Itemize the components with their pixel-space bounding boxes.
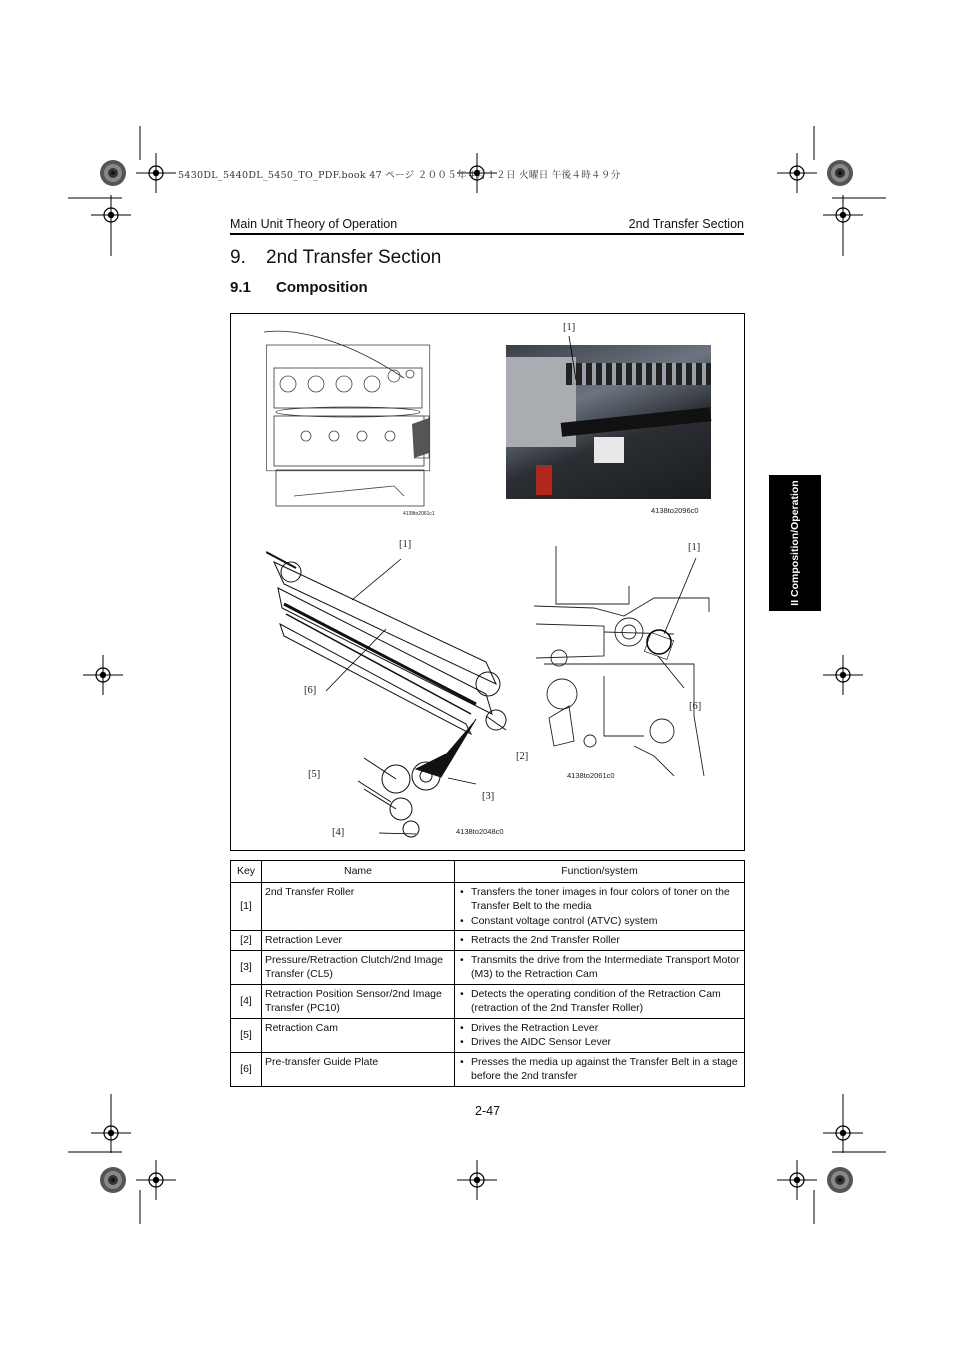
figure-code-section: 4138to2061c0	[567, 771, 615, 780]
function-item: • Drives the AIDC Sensor Lever	[458, 1035, 741, 1050]
figure-code-assembly: 4138to2048c0	[456, 827, 504, 836]
composition-figure	[230, 313, 745, 851]
table-row	[231, 882, 745, 931]
table-header-row	[231, 861, 745, 883]
running-header-left: Main Unit Theory of Operation	[230, 217, 398, 231]
section-title: 2nd Transfer Section	[266, 247, 442, 268]
column-header-name: Name	[262, 861, 455, 883]
row-key: [6]	[231, 1052, 262, 1086]
photo-callout-1: [1]	[563, 322, 576, 333]
column-header-function: Function/system	[455, 861, 745, 883]
callout-6: [6]	[304, 685, 317, 696]
function-item: • Presses the media up against the Transfer Belt in a stage before the 2nd transfer	[458, 1055, 741, 1084]
table-row	[231, 950, 745, 984]
function-item: • Transmits the drive from the Intermediate Transport Motor (M3) to the Retraction Cam	[458, 953, 741, 982]
table-row	[231, 1018, 745, 1052]
row-key: [3]	[231, 950, 262, 984]
table-row	[231, 984, 745, 1018]
cross-section-diagram	[534, 546, 719, 776]
subsection-heading	[230, 279, 368, 296]
component-table	[230, 860, 745, 1087]
running-header-right: 2nd Transfer Section	[628, 217, 744, 231]
row-functions	[455, 882, 745, 931]
function-item: • Retracts the 2nd Transfer Roller	[458, 933, 741, 948]
subsection-number: 9.1	[230, 279, 251, 296]
row-functions	[455, 984, 745, 1018]
callout-5: [5]	[308, 769, 321, 780]
row-name: Retraction Position Sensor/2nd Image Transfer (PC10)	[262, 984, 455, 1018]
figure-code-photo: 4138to2096c0	[651, 506, 699, 515]
section-heading	[230, 247, 441, 269]
roller-photo	[506, 345, 711, 499]
subsection-title: Composition	[276, 279, 368, 296]
function-item: • Drives the Retraction Lever	[458, 1021, 741, 1036]
callout-1: [1]	[399, 539, 412, 550]
row-name: Retraction Cam	[262, 1018, 455, 1052]
row-functions	[455, 931, 745, 951]
row-key: [4]	[231, 984, 262, 1018]
function-item: • Transfers the toner images in four colors of toner on the Transfer Belt to the media	[458, 885, 741, 914]
row-key: [1]	[231, 882, 262, 931]
column-header-key: Key	[231, 861, 262, 883]
row-functions	[455, 1052, 745, 1086]
print-info-line: 5430DL_5440DL_5450_TO_PDF.book 47 ページ ２００５年４月１２日 火曜日 午後４時４９分	[178, 170, 621, 181]
row-name: 2nd Transfer Roller	[262, 882, 455, 931]
row-functions	[455, 1018, 745, 1052]
section-number: 9.	[230, 247, 246, 268]
table-row	[231, 931, 745, 951]
header-rule	[230, 233, 744, 235]
function-item: • Detects the operating condition of the Retraction Cam (retraction of the 2nd Transfer Roller)	[458, 987, 741, 1016]
chapter-side-tab	[769, 475, 821, 611]
row-name: Retraction Lever	[262, 931, 455, 951]
chapter-side-tab-label: II Composition/Operation	[789, 480, 801, 606]
figure-code-overview: 4138to2061c1	[403, 511, 435, 517]
row-name: Pre-transfer Guide Plate	[262, 1052, 455, 1086]
page-number: 2-47	[475, 1104, 501, 1118]
row-key: [2]	[231, 931, 262, 951]
leader-line	[561, 334, 581, 384]
table-row	[231, 1052, 745, 1086]
callout-4: [4]	[332, 827, 345, 838]
row-name: Pressure/Retraction Clutch/2nd Image Transfer (CL5)	[262, 950, 455, 984]
function-item: • Constant voltage control (ATVC) system	[458, 914, 741, 929]
section-callout-1: [1]	[688, 542, 701, 553]
machine-overview-diagram	[264, 328, 434, 513]
callout-2: [2]	[516, 751, 529, 762]
callout-3: [3]	[482, 791, 495, 802]
section-callout-6: [6]	[689, 701, 702, 712]
row-key: [5]	[231, 1018, 262, 1052]
row-functions	[455, 950, 745, 984]
